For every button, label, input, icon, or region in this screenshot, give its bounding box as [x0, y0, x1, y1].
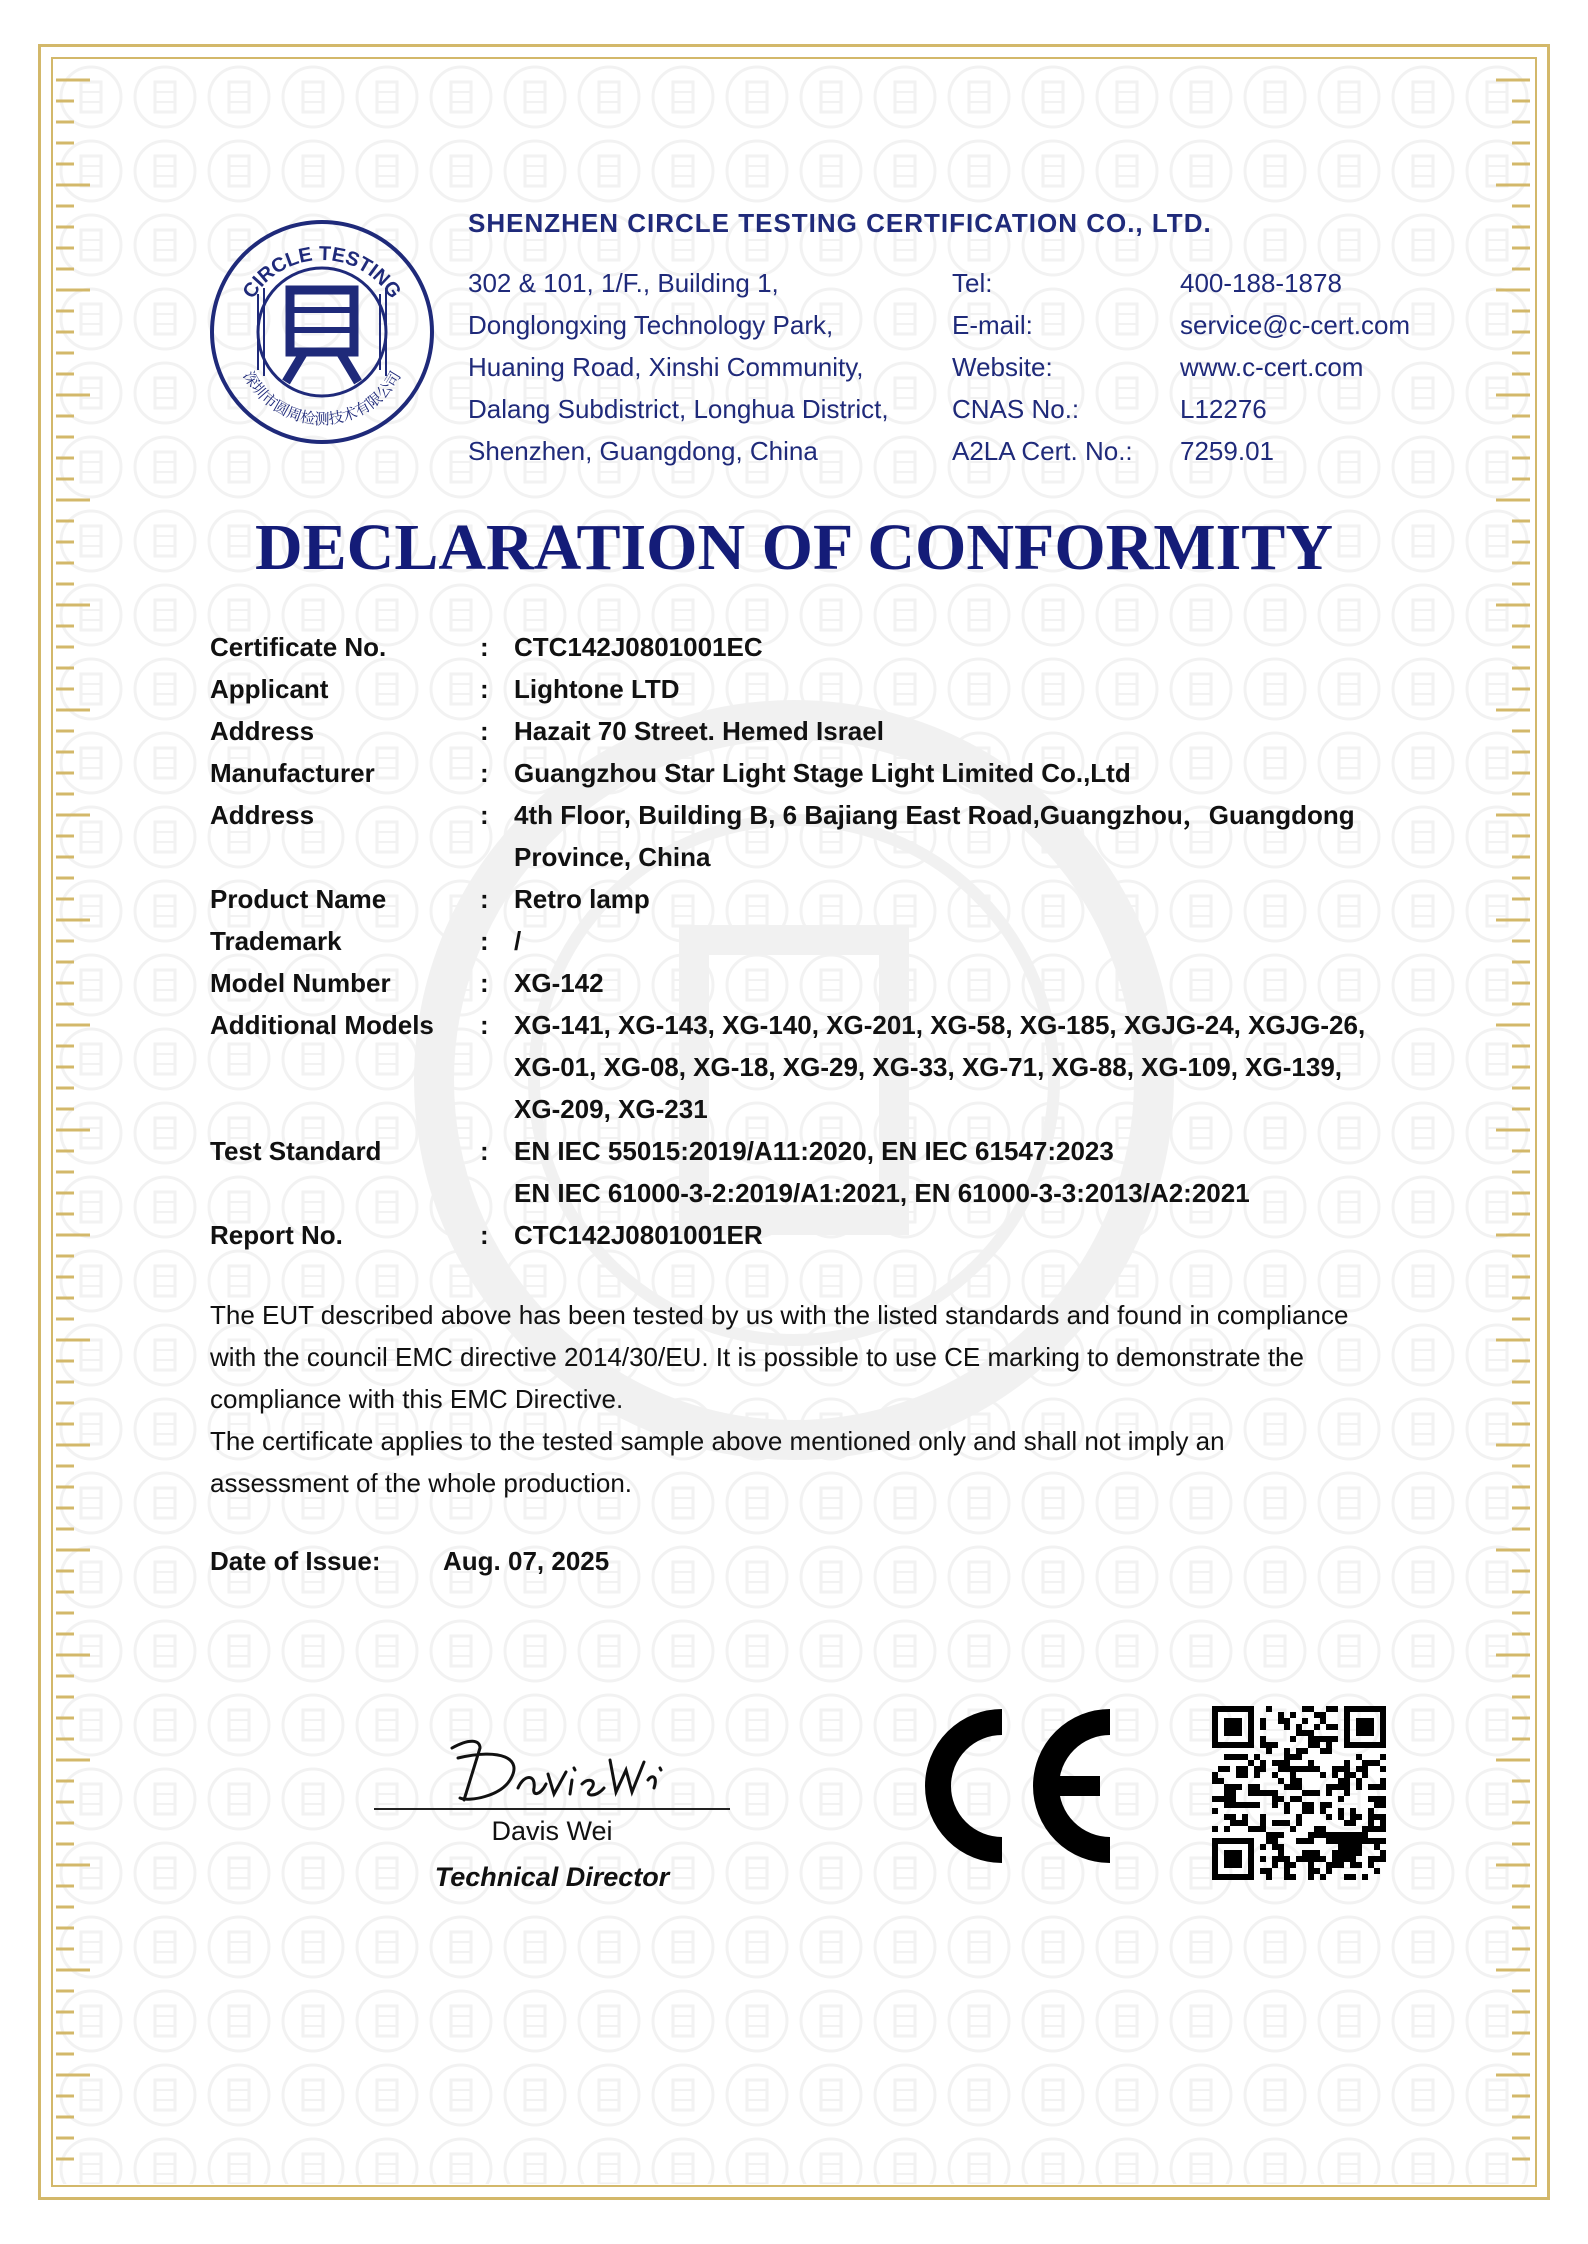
field-colon: : — [480, 884, 489, 914]
svg-text:CIRCLE TESTING: CIRCLE TESTING — [238, 242, 406, 303]
field-label: Applicant — [210, 674, 329, 704]
field-value-line: XG-01, XG-08, XG-18, XG-29, XG-33, XG-71, XG-88, XG-109, XG-139, — [514, 1052, 1343, 1082]
contact-value: 400-188-1878 — [1180, 268, 1342, 298]
field-colon: : — [480, 926, 489, 956]
field-label: Trademark — [210, 926, 342, 956]
address-line: 302 & 101, 1/F., Building 1, — [468, 268, 779, 298]
field-label: Certificate No. — [210, 632, 387, 662]
field-colon: : — [480, 674, 489, 704]
field-value — [514, 1214, 1450, 1256]
date-of-issue-value: Aug. 07, 2025 — [443, 1546, 610, 1576]
field-row — [210, 626, 1450, 668]
field-value-line: XG-209, XG-231 — [514, 1094, 708, 1124]
statement-line: The EUT described above has been tested by us with the listed standards and found in compliance — [210, 1300, 1349, 1330]
field-row — [210, 1004, 1450, 1130]
contact-value: 7259.01 — [1180, 436, 1274, 466]
field-row — [210, 878, 1450, 920]
field-value-line: XG-141, XG-143, XG-140, XG-201, XG-58, XG-185, XGJG-24, XGJG-26, — [514, 1010, 1366, 1040]
field-value-line: EN IEC 55015:2019/A11:2020, EN IEC 61547:2023 — [514, 1136, 1114, 1166]
field-colon: : — [480, 632, 489, 662]
field-label: Model Number — [210, 968, 391, 998]
field-value — [514, 794, 1450, 878]
field-value-line: 4th Floor, Building B, 6 Bajiang East Road,Guangzhou，Guangdong — [514, 800, 1355, 830]
address-line: Shenzhen, Guangdong, China — [468, 436, 818, 466]
field-colon: : — [480, 968, 489, 998]
field-label: Test Standard — [210, 1136, 382, 1166]
field-value-line: Province, China — [514, 842, 711, 872]
field-value — [514, 752, 1450, 794]
contact-label: CNAS No.: — [952, 394, 1080, 424]
left-tick-ruler — [56, 70, 96, 2174]
field-row — [210, 1130, 1450, 1214]
field-value-line: XG-142 — [514, 968, 604, 998]
address-line: Huaning Road, Xinshi Community, — [468, 352, 864, 382]
compliance-statement — [210, 1294, 1450, 1504]
field-value-line: Lightone LTD — [514, 674, 680, 704]
field-label: Report No. — [210, 1220, 343, 1250]
field-row — [210, 962, 1450, 1004]
document-title: DECLARATION OF CONFORMITY — [254, 511, 1333, 584]
contact-value: service@c-cert.com — [1180, 310, 1411, 340]
field-label: Address — [210, 800, 315, 830]
field-value — [514, 1130, 1450, 1214]
field-value-line: EN IEC 61000-3-2:2019/A1:2021, EN 61000-3-3:2013/A2:2021 — [514, 1178, 1250, 1208]
field-value — [514, 878, 1450, 920]
certificate-fields — [210, 626, 1450, 1256]
statement-line: The certificate applies to the tested sample above mentioned only and shall not imply an — [210, 1426, 1225, 1456]
field-value — [514, 626, 1450, 668]
contact-value: www.c-cert.com — [1180, 352, 1364, 382]
field-row — [210, 1214, 1450, 1256]
signatory-title: Technical Director — [434, 1862, 670, 1892]
field-value-line: CTC142J0801001ER — [514, 1220, 763, 1250]
field-value-line: CTC142J0801001EC — [514, 632, 763, 662]
contact-label: Website: — [952, 352, 1053, 382]
contact-value: L12276 — [1180, 394, 1267, 424]
field-row — [210, 710, 1450, 752]
field-row — [210, 794, 1450, 878]
statement-line: with the council EMC directive 2014/30/EU. It is possible to use CE marking to demonstrate the — [210, 1342, 1304, 1372]
svg-text:深圳市圆周检测技术有限公司: 深圳市圆周检测技术有限公司 — [239, 367, 405, 428]
field-label: Address — [210, 716, 315, 746]
statement-line: compliance with this EMC Directive. — [210, 1384, 624, 1414]
field-colon: : — [480, 716, 489, 746]
company-name: SHENZHEN CIRCLE TESTING CERTIFICATION CO., LTD. — [468, 208, 1212, 238]
contact-label: A2LA Cert. No.: — [952, 436, 1133, 466]
field-row — [210, 920, 1450, 962]
field-value — [514, 668, 1450, 710]
contact-label: Tel: — [952, 268, 993, 298]
company-address — [468, 262, 889, 472]
company-seal-logo — [208, 218, 436, 446]
field-label: Additional Models — [210, 1010, 434, 1040]
field-colon: : — [480, 1136, 489, 1166]
field-row — [210, 668, 1450, 710]
contact-label: E-mail: — [952, 310, 1033, 340]
field-value-line: Hazait 70 Street. Hemed Israel — [514, 716, 884, 746]
field-value — [514, 710, 1450, 752]
contact-values — [1180, 262, 1410, 472]
field-label: Manufacturer — [210, 758, 375, 788]
field-value-line: / — [514, 926, 522, 956]
qr-code-icon — [1212, 1706, 1386, 1880]
address-line: Donglongxing Technology Park, — [468, 310, 834, 340]
address-line: Dalang Subdistrict, Longhua District, — [468, 394, 889, 424]
contact-labels — [952, 262, 1133, 472]
ce-mark-icon — [910, 1708, 1124, 1864]
field-colon: : — [480, 758, 489, 788]
field-row — [210, 752, 1450, 794]
field-label: Product Name — [210, 884, 387, 914]
field-colon: : — [480, 800, 489, 830]
signatory-name: Davis Wei — [491, 1816, 613, 1846]
field-colon: : — [480, 1220, 489, 1250]
signature-line — [374, 1808, 730, 1810]
date-of-issue-label: Date of Issue: — [210, 1546, 381, 1576]
right-tick-ruler — [1490, 70, 1530, 2174]
field-value — [514, 920, 1450, 962]
handwritten-signature — [440, 1718, 670, 1808]
field-value-line: Retro lamp — [514, 884, 650, 914]
field-value — [514, 1004, 1450, 1130]
field-value-line: Guangzhou Star Light Stage Light Limited Co.,Ltd — [514, 758, 1131, 788]
field-value — [514, 962, 1450, 1004]
statement-line: assessment of the whole production. — [210, 1468, 633, 1498]
field-colon: : — [480, 1010, 489, 1040]
